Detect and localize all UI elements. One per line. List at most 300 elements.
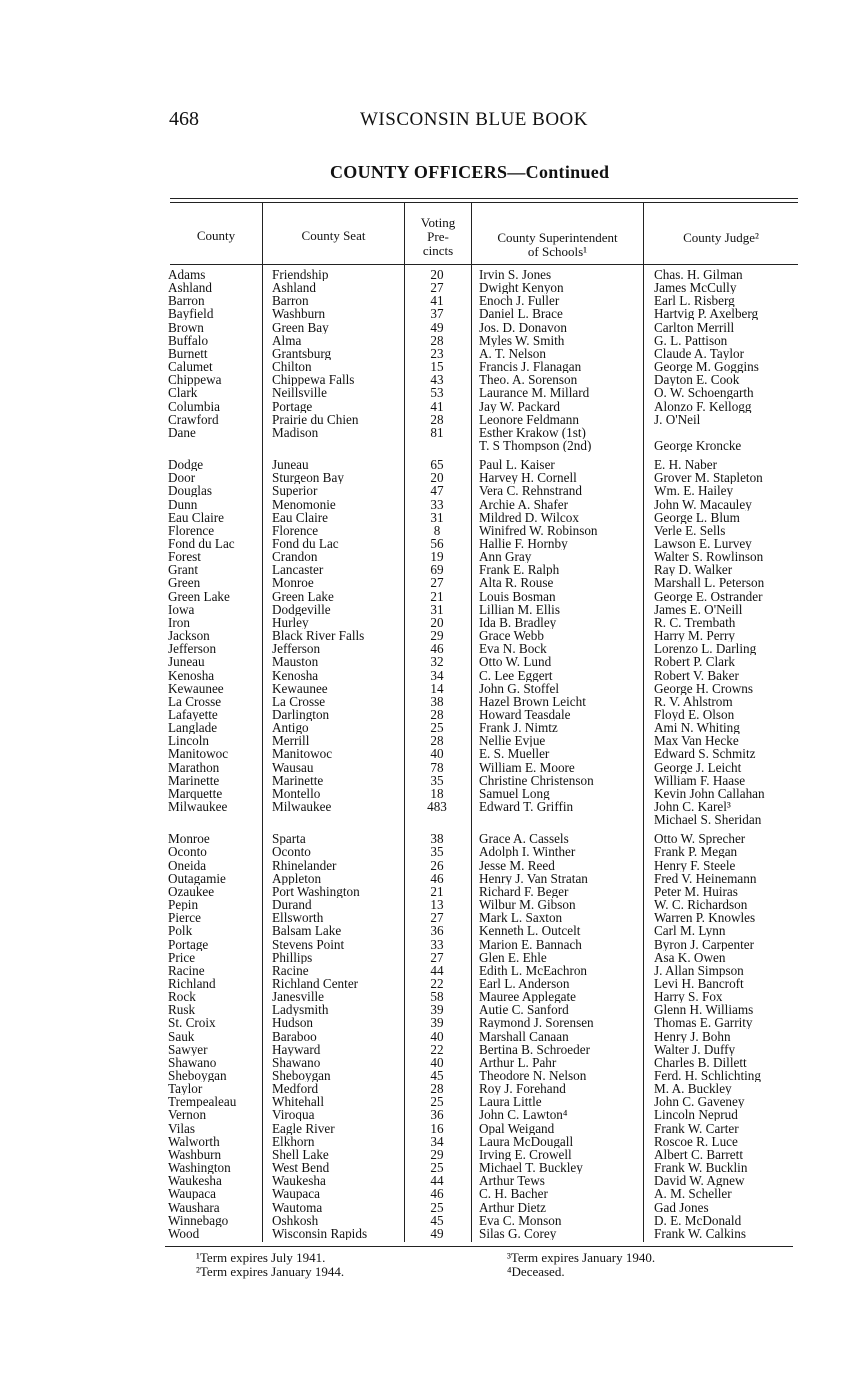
precincts-cell: 53 xyxy=(430,386,444,400)
county-judge-cell: Warren P. Knowles xyxy=(654,911,756,925)
county-cell: Kenosha xyxy=(168,668,215,682)
county-judge-cell: Frank W. Carter xyxy=(654,1121,739,1135)
superintendent-cell: Christine Christenson xyxy=(479,773,594,787)
county-judge-cell: Marshall L. Peterson xyxy=(654,576,765,590)
table-row xyxy=(0,761,859,774)
county-seat-cell: La Crosse xyxy=(272,694,326,708)
county-cell: Sawyer xyxy=(168,1042,208,1056)
county-judge-cell: George H. Crowns xyxy=(654,681,754,695)
table-row xyxy=(0,800,859,813)
superintendent-cell: Lillian M. Ellis xyxy=(479,602,560,616)
county-seat-cell: Lancaster xyxy=(272,563,324,577)
superintendent-cell: Theo. A. Sorenson xyxy=(479,373,578,387)
superintendent-cell: Laura McDougall xyxy=(479,1134,574,1148)
county-judge-cell: Byron J. Carpenter xyxy=(654,937,754,951)
county-judge-cell: Peter M. Huiras xyxy=(654,884,738,898)
section-subtitle: COUNTY OFFICERS—Continued xyxy=(330,162,610,182)
county-judge-cell: Glenn H. Williams xyxy=(654,1003,754,1017)
table-row xyxy=(0,845,859,858)
county-cell: Washburn xyxy=(168,1147,222,1161)
county-seat-cell: Appleton xyxy=(272,871,322,885)
county-cell: Portage xyxy=(168,937,209,951)
county-cell: Pepin xyxy=(168,898,199,912)
county-seat-cell: Racine xyxy=(272,963,309,977)
table-row xyxy=(0,511,859,524)
county-cell: Racine xyxy=(168,963,205,977)
superintendent-cell: Bertina B. Schroeder xyxy=(479,1042,590,1056)
county-cell: Green xyxy=(168,576,201,590)
county-cell: Vernon xyxy=(168,1108,207,1122)
table-row xyxy=(0,642,859,655)
table-row xyxy=(0,734,859,747)
county-cell: Richland xyxy=(168,976,216,990)
table-row xyxy=(0,550,859,563)
county-cell: Sheboygan xyxy=(168,1069,227,1082)
county-seat-cell: Merrill xyxy=(272,734,310,748)
county-judge-cell: E. H. Naber xyxy=(654,458,717,472)
county-judge-cell: Albert C. Barrett xyxy=(654,1147,743,1161)
county-seat-cell: Stevens Point xyxy=(272,937,345,951)
county-cell: Adams xyxy=(168,268,206,281)
precincts-cell: 41 xyxy=(430,399,444,413)
table-row xyxy=(0,347,859,360)
county-judge-cell: Robert P. Clark xyxy=(654,655,735,669)
county-cell: Door xyxy=(168,471,196,485)
county-cell: Langlade xyxy=(168,721,218,735)
county-judge-cell: Lawson E. Lurvey xyxy=(654,537,752,550)
county-cell: Fond du Lac xyxy=(168,537,235,550)
county-judge-cell: Hartvig P. Axelberg xyxy=(654,307,759,321)
county-cell: Ozaukee xyxy=(168,884,215,898)
superintendent-cell: Jay W. Packard xyxy=(479,399,560,413)
county-seat-cell: Chippewa Falls xyxy=(272,373,355,387)
table-row xyxy=(0,1161,859,1174)
table-row xyxy=(0,1082,859,1095)
county-judge-cell: John W. Macauley xyxy=(654,497,752,511)
county-judge-cell: Lorenzo L. Darling xyxy=(654,642,757,656)
precincts-cell: 44 xyxy=(430,963,444,977)
table-row xyxy=(0,400,859,413)
superintendent-cell: Mauree Applegate xyxy=(479,990,577,1004)
county-judge-cell: D. E. McDonald xyxy=(654,1213,742,1227)
county-cell: Iron xyxy=(168,615,190,629)
county-seat-cell: Milwaukee xyxy=(272,800,332,813)
table-row xyxy=(0,413,859,426)
county-seat-cell: Hudson xyxy=(272,1016,314,1030)
county-judge-cell: Fred V. Heinemann xyxy=(654,871,757,885)
header-superintendent xyxy=(472,231,643,259)
table-row xyxy=(0,682,859,695)
county-cell: Rusk xyxy=(168,1003,196,1017)
county-seat-cell: Ashland xyxy=(272,281,316,295)
precincts-cell: 81 xyxy=(430,425,444,439)
footnote-1: ¹Term expires July 1941. xyxy=(196,1250,326,1265)
county-seat-cell: Jefferson xyxy=(272,642,321,656)
precincts-cell: 34 xyxy=(430,668,444,682)
header-voting-precincts xyxy=(405,216,471,258)
county-judge-cell: Chas. H. Gilman xyxy=(654,268,743,281)
county-cell: Marinette xyxy=(168,773,220,787)
county-seat-cell: Port Washington xyxy=(272,884,360,898)
table-row xyxy=(0,655,859,668)
header-voting-line2: Pre- xyxy=(427,229,449,244)
superintendent-cell: Arthur Dietz xyxy=(479,1200,547,1214)
county-seat-cell: Shell Lake xyxy=(272,1147,329,1161)
superintendent-cell: Jesse M. Reed xyxy=(479,858,555,872)
county-cell: Sauk xyxy=(168,1029,195,1043)
superintendent-cell: Arthur Tews xyxy=(479,1174,545,1188)
superintendent-cell: Vera C. Rehnstrand xyxy=(479,484,582,498)
precincts-cell: 483 xyxy=(427,800,447,813)
superintendent-cell: Theodore N. Nelson xyxy=(479,1069,587,1082)
county-judge-cell: Harry M. Perry xyxy=(654,629,735,643)
precincts-cell: 32 xyxy=(430,655,444,669)
county-cell: Trempealeau xyxy=(168,1095,237,1109)
table-row xyxy=(0,268,859,281)
superintendent-cell: Otto W. Lund xyxy=(479,655,552,669)
county-judge-cell: George Kroncke xyxy=(654,438,742,452)
county-seat-cell: Rhinelander xyxy=(272,858,337,872)
county-seat-cell: Kenosha xyxy=(272,668,319,682)
precincts-cell: 46 xyxy=(430,1187,444,1201)
county-seat-cell: Alma xyxy=(272,333,302,347)
county-judge-cell: David W. Agnew xyxy=(654,1174,745,1188)
county-seat-cell: Hurley xyxy=(272,615,309,629)
county-cell: Florence xyxy=(168,523,215,537)
county-judge-cell: Carlton Merrill xyxy=(654,320,735,334)
county-cell: Shawano xyxy=(168,1055,217,1069)
table-row xyxy=(0,747,859,760)
table-row xyxy=(0,774,859,787)
county-seat-cell: Barron xyxy=(272,294,309,308)
precincts-cell: 22 xyxy=(430,976,444,990)
county-seat-cell: Hayward xyxy=(272,1042,321,1056)
county-cell: Iowa xyxy=(168,602,195,616)
superintendent-cell: Louis Bosman xyxy=(479,589,556,603)
precincts-cell: 8 xyxy=(433,523,441,537)
county-cell: Clark xyxy=(168,386,198,400)
county-seat-cell: Friendship xyxy=(272,268,329,281)
county-cell: Walworth xyxy=(168,1134,220,1148)
table-row xyxy=(0,1016,859,1029)
superintendent-cell: Grace A. Cassels xyxy=(479,832,569,846)
county-judge-cell: Frank P. Megan xyxy=(654,845,738,859)
table-row xyxy=(0,872,859,885)
superintendent-cell: Eva C. Monson xyxy=(479,1213,562,1227)
table-row xyxy=(0,1201,859,1214)
table-row xyxy=(0,859,859,872)
county-judge-cell: George J. Leicht xyxy=(654,760,742,774)
superintendent-cell: Raymond J. Sorensen xyxy=(479,1016,594,1030)
county-cell: Oconto xyxy=(168,845,207,859)
county-seat-cell: Waupaca xyxy=(272,1187,320,1201)
county-judge-cell: Ami N. Whiting xyxy=(654,721,740,735)
superintendent-cell: John G. Stoffel xyxy=(479,681,559,695)
table-row xyxy=(0,695,859,708)
precincts-cell: 28 xyxy=(430,412,444,426)
county-judge-cell: Wm. E. Hailey xyxy=(654,484,734,498)
table-row xyxy=(0,813,859,826)
table-row xyxy=(0,1135,859,1148)
precincts-cell: 43 xyxy=(430,373,444,387)
precincts-cell: 23 xyxy=(430,346,444,360)
county-judge-cell: Michael S. Sheridan xyxy=(654,813,762,827)
superintendent-cell: Glen E. Ehle xyxy=(479,950,547,964)
county-judge-cell: J. Allan Simpson xyxy=(654,963,744,977)
table-row xyxy=(0,938,859,951)
county-judge-cell: Ray D. Walker xyxy=(654,563,733,577)
county-judge-cell: Earl L. Risberg xyxy=(654,294,735,308)
table-row xyxy=(0,721,859,734)
superintendent-cell: Francis J. Flanagan xyxy=(479,360,582,374)
superintendent-cell: Mark L. Saxton xyxy=(479,911,563,925)
county-seat-cell: Crandon xyxy=(272,550,318,564)
table-row xyxy=(0,669,859,682)
superintendent-cell: T. S Thompson (2nd) xyxy=(479,438,592,452)
superintendent-cell: Harvey H. Cornell xyxy=(479,471,577,485)
superintendent-cell: Nellie Evjue xyxy=(479,734,546,748)
county-cell: Crawford xyxy=(168,412,219,426)
county-judge-cell: George E. Ostrander xyxy=(654,589,763,603)
county-judge-cell: James E. O'Neill xyxy=(654,602,743,616)
county-seat-cell: Montello xyxy=(272,786,321,800)
county-seat-cell: Portage xyxy=(272,399,313,413)
county-seat-cell: Richland Center xyxy=(272,976,359,990)
precincts-cell: 25 xyxy=(430,1200,444,1214)
precincts-cell: 40 xyxy=(430,1055,444,1069)
superintendent-cell: Frank E. Ralph xyxy=(479,563,560,577)
county-judge-cell: R. V. Ahlstrom xyxy=(654,694,733,708)
superintendent-cell: Grace Webb xyxy=(479,629,544,643)
precincts-cell: 69 xyxy=(430,563,444,577)
county-cell: Dunn xyxy=(168,497,198,511)
county-seat-cell: Washburn xyxy=(272,307,326,321)
table-row xyxy=(0,964,859,977)
county-seat-cell: Oconto xyxy=(272,845,311,859)
county-judge-cell: Thomas E. Garrity xyxy=(654,1016,753,1030)
precincts-cell: 35 xyxy=(430,845,444,859)
superintendent-cell: Irvin S. Jones xyxy=(479,268,552,281)
precincts-cell: 56 xyxy=(430,537,444,550)
precincts-cell: 19 xyxy=(430,550,444,564)
precincts-cell: 18 xyxy=(430,786,444,800)
superintendent-cell: C. Lee Eggert xyxy=(479,668,553,682)
county-seat-cell: Waukesha xyxy=(272,1174,326,1188)
county-judge-cell: Harry S. Fox xyxy=(654,990,723,1004)
precincts-cell: 20 xyxy=(430,615,444,629)
precincts-cell: 40 xyxy=(430,1029,444,1043)
precincts-cell: 22 xyxy=(430,1042,444,1056)
table-row xyxy=(0,1095,859,1108)
precincts-cell: 40 xyxy=(430,747,444,761)
county-seat-cell: Menomonie xyxy=(272,497,336,511)
county-cell: Brown xyxy=(168,320,204,334)
county-judge-cell: G. L. Pattison xyxy=(654,333,728,347)
superintendent-cell: Ann Gray xyxy=(479,550,532,564)
superintendent-cell: Paul L. Kaiser xyxy=(479,458,555,472)
superintendent-cell: Daniel L. Brace xyxy=(479,307,563,321)
precincts-cell: 29 xyxy=(430,1147,444,1161)
county-judge-cell: Robert V. Baker xyxy=(654,668,739,682)
table-row xyxy=(0,439,859,452)
county-judge-cell: Lincoln Neprud xyxy=(654,1108,738,1122)
superintendent-cell: Roy J. Forehand xyxy=(479,1082,566,1096)
superintendent-cell: Adolph I. Winther xyxy=(479,845,576,859)
header-voting-line1: Voting xyxy=(420,215,456,230)
county-cell: Wood xyxy=(168,1226,200,1240)
table-row xyxy=(0,832,859,845)
county-seat-cell: Monroe xyxy=(272,576,314,590)
county-cell: Douglas xyxy=(168,484,212,498)
county-seat-cell: Ladysmith xyxy=(272,1003,329,1017)
table-row xyxy=(0,977,859,990)
county-cell: Milwaukee xyxy=(168,800,228,813)
table-row xyxy=(0,1043,859,1056)
superintendent-cell: Earl L. Anderson xyxy=(479,976,570,990)
table-row xyxy=(0,1056,859,1069)
superintendent-cell: Wilbur M. Gibson xyxy=(479,898,576,912)
table-row xyxy=(0,1148,859,1161)
footnote-3: ³Term expires January 1940. xyxy=(507,1250,656,1265)
county-judge-cell: George L. Blum xyxy=(654,510,740,524)
county-seat-cell: Green Lake xyxy=(272,589,334,603)
table-row xyxy=(0,990,859,1003)
county-judge-cell: James McCully xyxy=(654,281,737,295)
superintendent-cell: Howard Teasdale xyxy=(479,707,571,721)
precincts-cell: 28 xyxy=(430,333,444,347)
county-judge-cell: William F. Haase xyxy=(654,773,746,787)
county-cell: Barron xyxy=(168,294,205,308)
precincts-cell: 33 xyxy=(430,497,444,511)
county-cell: La Crosse xyxy=(168,694,222,708)
table-row xyxy=(0,524,859,537)
page-number: 468 xyxy=(169,108,199,130)
header-county: County xyxy=(196,228,236,243)
header-voting-line3: cincts xyxy=(422,243,454,258)
county-cell: Price xyxy=(168,950,196,964)
precincts-cell: 38 xyxy=(430,694,444,708)
county-seat-cell: Marinette xyxy=(272,773,324,787)
superintendent-cell: Laura Little xyxy=(479,1095,542,1109)
superintendent-cell: Esther Krakow (1st) xyxy=(479,425,586,439)
precincts-cell: 45 xyxy=(430,1069,444,1082)
table-row xyxy=(0,321,859,334)
table-row xyxy=(0,458,859,471)
precincts-cell: 34 xyxy=(430,1134,444,1148)
county-cell: Manitowoc xyxy=(168,747,229,761)
superintendent-cell: Marshall Canaan xyxy=(479,1029,569,1043)
precincts-cell: 27 xyxy=(430,911,444,925)
table-row xyxy=(0,1174,859,1187)
county-judge-cell: Henry J. Bohn xyxy=(654,1029,731,1043)
county-cell: Kewaunee xyxy=(168,681,224,695)
county-judge-cell: Henry F. Steele xyxy=(654,858,736,872)
county-seat-cell: Balsam Lake xyxy=(272,924,342,938)
precincts-cell: 33 xyxy=(430,937,444,951)
footnote-2: ²Term expires January 1944. xyxy=(196,1264,345,1279)
county-seat-cell: Elkhorn xyxy=(272,1134,315,1148)
county-cell: Burnett xyxy=(168,346,208,360)
superintendent-cell: Ida B. Bradley xyxy=(479,615,557,629)
superintendent-cell: Irving E. Crowell xyxy=(479,1147,572,1161)
county-judge-cell: Edward S. Schmitz xyxy=(654,747,756,761)
county-seat-cell: Black River Falls xyxy=(272,629,365,643)
county-seat-cell: Shawano xyxy=(272,1055,321,1069)
county-judge-cell: W. C. Richardson xyxy=(654,898,748,912)
precincts-cell: 28 xyxy=(430,1082,444,1096)
county-cell: Buffalo xyxy=(168,333,209,347)
superintendent-cell: Michael T. Buckley xyxy=(479,1161,583,1175)
county-judge-cell: Frank W. Bucklin xyxy=(654,1161,748,1175)
county-cell: Rock xyxy=(168,990,196,1004)
county-judge-cell: Claude A. Taylor xyxy=(654,346,745,360)
county-judge-cell: M. A. Buckley xyxy=(654,1082,732,1096)
county-cell: Grant xyxy=(168,563,199,577)
county-judge-cell: O. W. Schoengarth xyxy=(654,386,754,400)
superintendent-cell: Leonore Feldmann xyxy=(479,412,579,426)
county-seat-cell: Superior xyxy=(272,484,318,498)
county-seat-cell: Florence xyxy=(272,523,319,537)
precincts-cell: 65 xyxy=(430,458,444,472)
table-row xyxy=(0,1003,859,1016)
county-cell: Washington xyxy=(168,1161,231,1175)
county-judge-cell: Verle E. Sells xyxy=(654,523,726,537)
county-cell: Oneida xyxy=(168,858,207,872)
county-seat-cell: Eagle River xyxy=(272,1121,335,1135)
county-cell: Dane xyxy=(168,425,196,439)
precincts-cell: 39 xyxy=(430,1003,444,1017)
county-seat-cell: Manitowoc xyxy=(272,747,333,761)
superintendent-cell: Marion E. Bannach xyxy=(479,937,582,951)
precincts-cell: 36 xyxy=(430,1108,444,1122)
county-judge-cell: R. C. Trembath xyxy=(654,615,736,629)
county-judge-cell: Otto W. Sprecher xyxy=(654,832,746,846)
county-judge-cell: Walter J. Duffy xyxy=(654,1042,736,1056)
county-seat-cell: Sheboygan xyxy=(272,1069,331,1082)
county-cell: Marathon xyxy=(168,760,220,774)
county-cell: Waupaca xyxy=(168,1187,216,1201)
precincts-cell: 25 xyxy=(430,1095,444,1109)
county-cell: Lincoln xyxy=(168,734,210,748)
precincts-cell: 16 xyxy=(430,1121,444,1135)
county-cell: Green Lake xyxy=(168,589,230,603)
county-cell: Winnebago xyxy=(168,1213,229,1227)
county-cell: Lafayette xyxy=(168,707,218,721)
county-cell: Vilas xyxy=(168,1121,196,1135)
county-seat-cell: Durand xyxy=(272,898,312,912)
county-seat-cell: Prairie du Chien xyxy=(272,412,359,426)
county-seat-cell: Wautoma xyxy=(272,1200,323,1214)
table-row xyxy=(0,629,859,642)
header-superintendent-line1: County Superintendent xyxy=(497,230,618,245)
county-cell: Outagamie xyxy=(168,871,226,885)
county-seat-cell: Viroqua xyxy=(272,1108,315,1122)
precincts-cell: 49 xyxy=(430,320,444,334)
county-seat-cell: Wausau xyxy=(272,760,314,774)
precincts-cell: 27 xyxy=(430,950,444,964)
superintendent-cell: Arthur L. Pahr xyxy=(479,1055,557,1069)
county-cell: Taylor xyxy=(168,1082,203,1096)
county-seat-cell: West Bend xyxy=(272,1161,330,1175)
precincts-cell: 13 xyxy=(430,898,444,912)
precincts-cell: 29 xyxy=(430,629,444,643)
county-seat-cell: Phillips xyxy=(272,950,313,964)
superintendent-cell: Samuel Long xyxy=(479,786,550,800)
county-seat-cell: Oshkosh xyxy=(272,1213,319,1227)
county-seat-cell: Fond du Lac xyxy=(272,537,339,550)
superintendent-cell: Dwight Kenyon xyxy=(479,281,564,295)
precincts-cell: 21 xyxy=(430,589,444,603)
